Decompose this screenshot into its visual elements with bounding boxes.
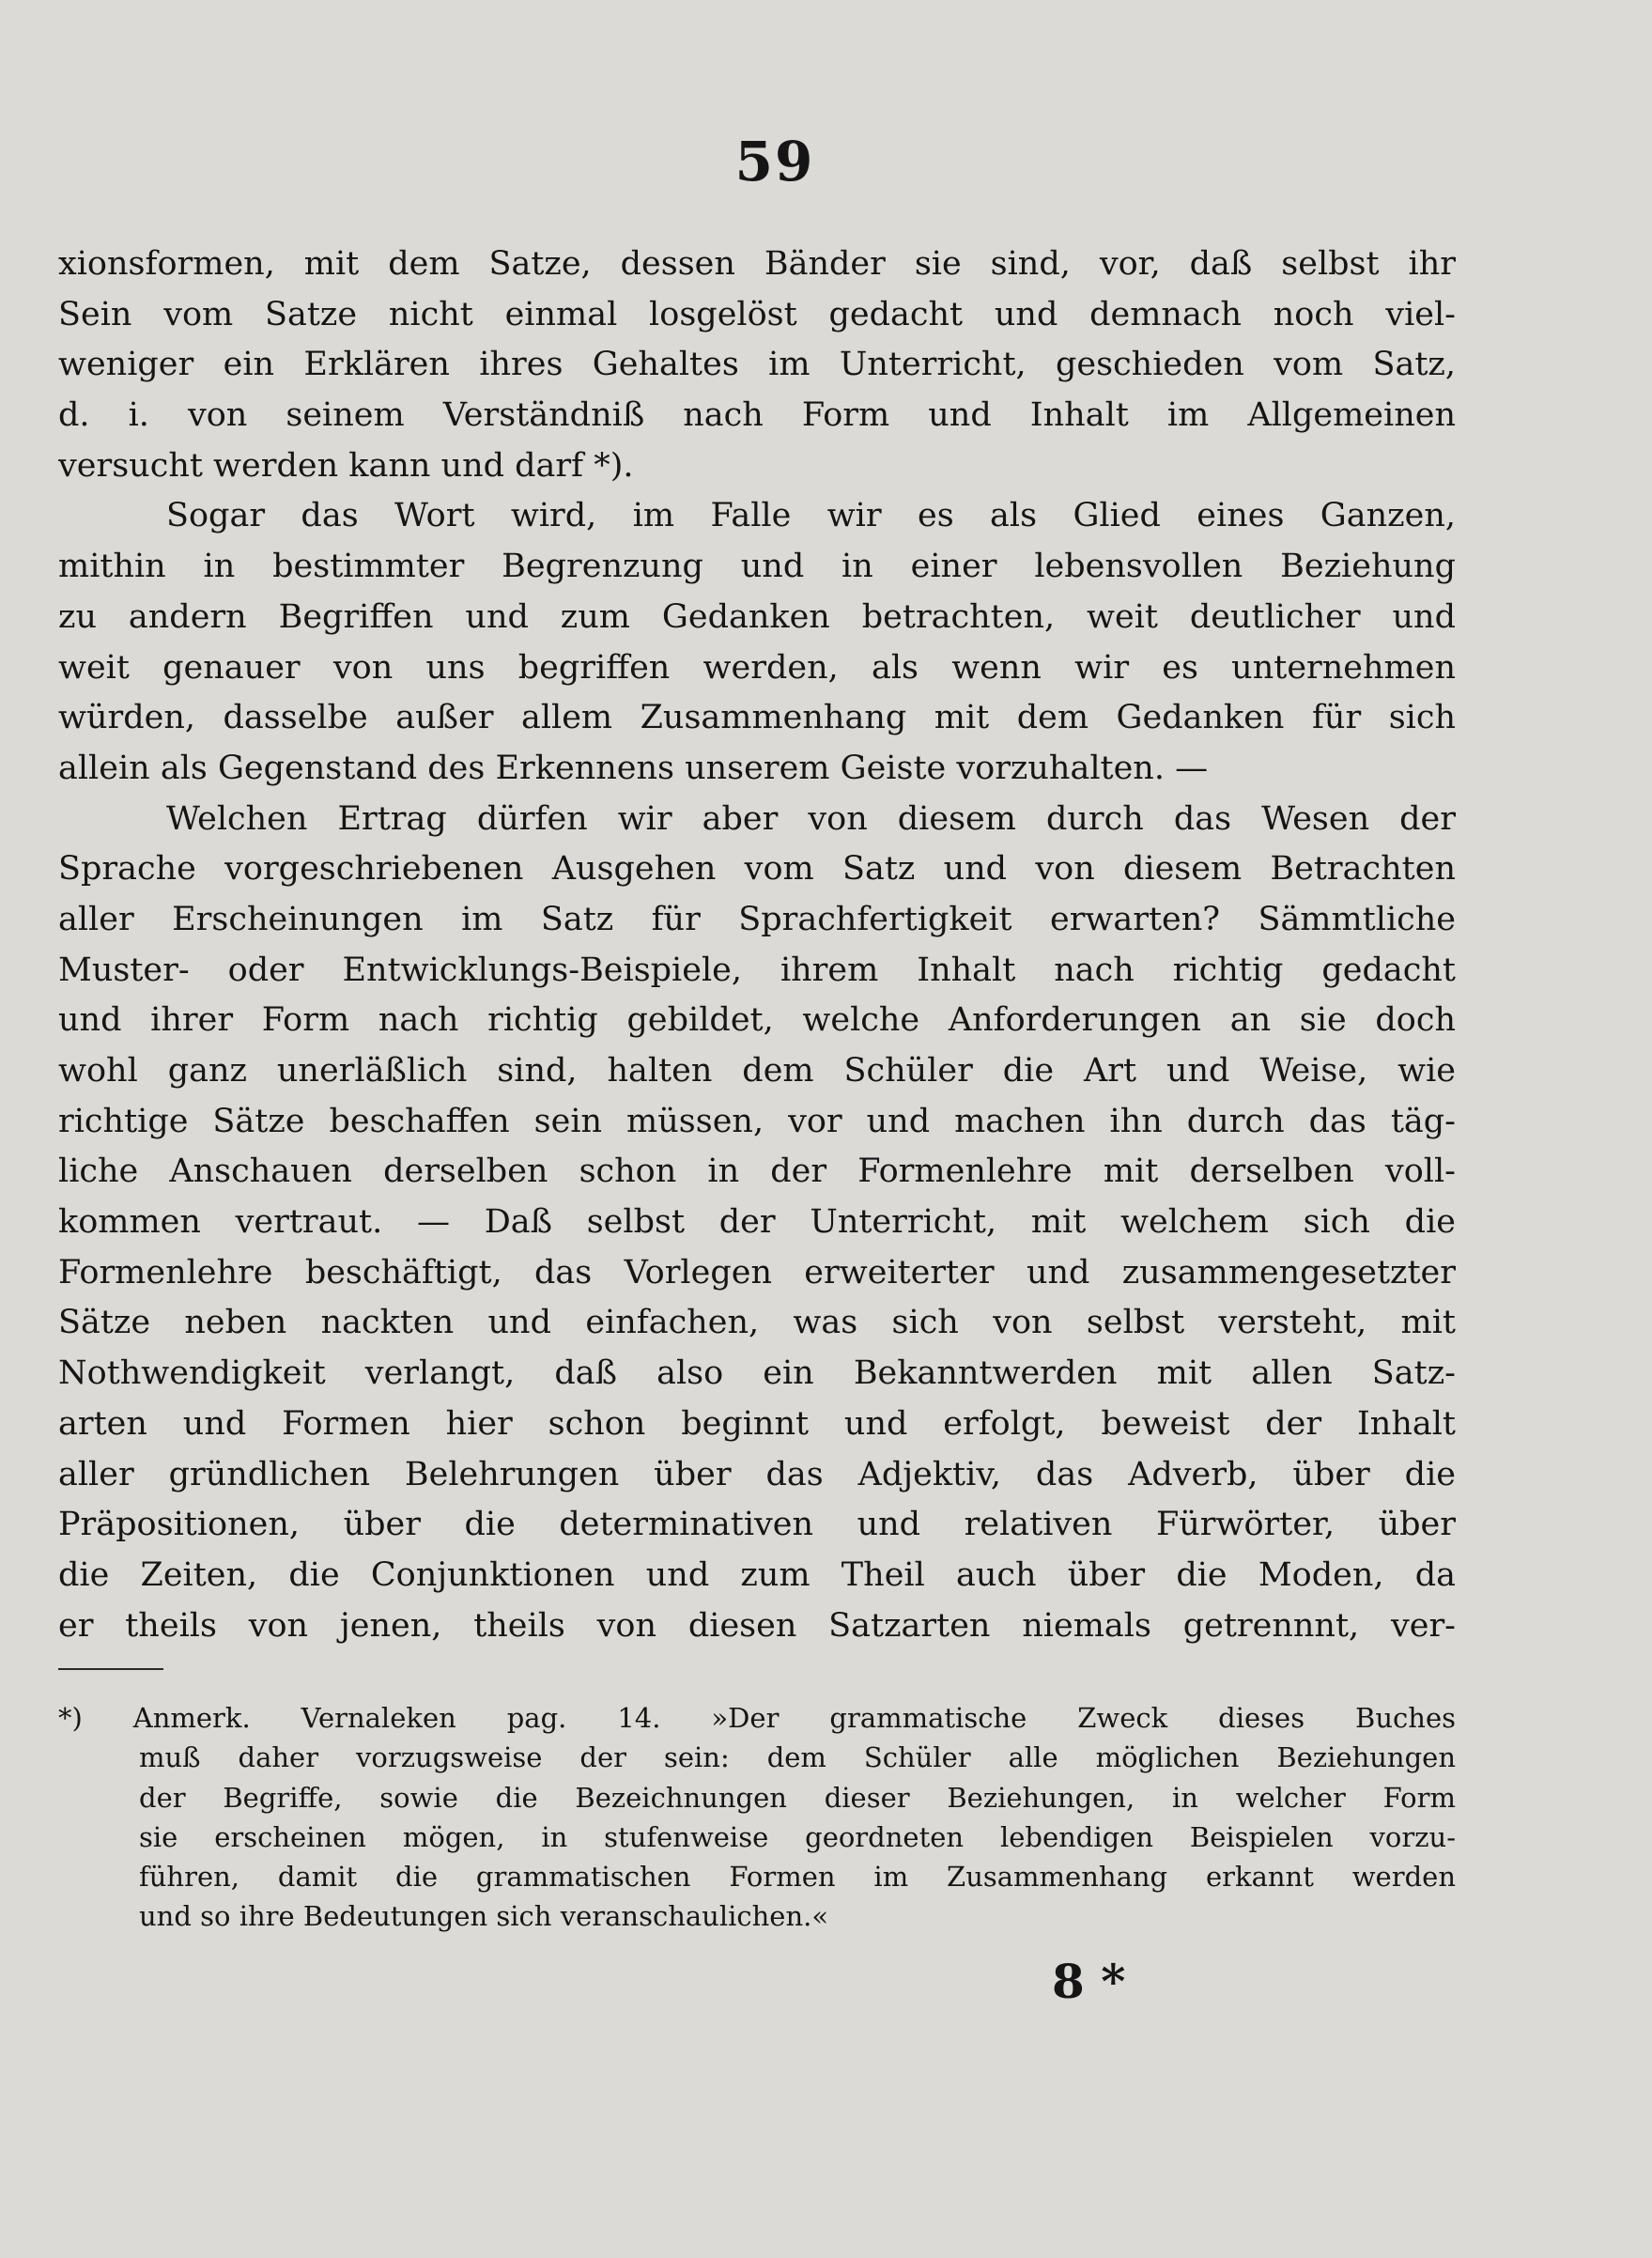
footnote-line: *) Anmerk. Vernaleken pag. 14. »Der grammatische Zweck dieses Buches — [58, 1702, 1456, 1734]
signature-mark: 8 * — [1052, 1954, 1126, 2009]
text-line: liche Anschauen derselben schon in der Formenlehre mit derselben voll- — [58, 1152, 1456, 1191]
text-line: Sätze neben nackten und einfachen, was sich von selbst versteht, mit — [58, 1304, 1456, 1342]
footnote-line: der Begriffe, sowie die Bezeichnungen dieser Beziehungen, in welcher Form — [139, 1781, 1456, 1814]
text-line: versucht werden kann und darf *). — [58, 446, 634, 485]
footnote-line: und so ihre Bedeutungen sich veranschaulichen.« — [139, 1900, 829, 1933]
text-line: weniger ein Erklären ihres Gehaltes im Unterricht, geschieden vom Satz, — [58, 346, 1456, 384]
footnote-divider — [58, 1668, 163, 1670]
main-text-block — [58, 240, 1456, 1651]
text-line: und ihrer Form nach richtig gebildet, welche Anforderungen an sie doch — [58, 1001, 1456, 1040]
footnote-line: sie erscheinen mögen, in stufenweise geordneten lebendigen Beispielen vorzu- — [139, 1820, 1456, 1853]
footnote — [58, 1698, 1456, 1937]
text-line: die Zeiten, die Conjunktionen und zum Theil auch über die Moden, da — [58, 1555, 1456, 1594]
text-line: aller Erscheinungen im Satz für Sprachfertigkeit erwarten? Sämmtliche — [58, 900, 1456, 938]
text-line: Sein vom Satze nicht einmal losgelöst gedacht und demnach noch viel- — [58, 295, 1456, 333]
text-line: wohl ganz unerläßlich sind, halten dem Schüler die Art und Weise, wie — [58, 1052, 1456, 1090]
text-line: kommen vertraut. — Daß selbst der Unterricht, mit welchem sich die — [58, 1203, 1456, 1242]
text-line: zu andern Begriffen und zum Gedanken betrachten, weit deutlicher und — [58, 597, 1456, 636]
text-line: aller gründlichen Belehrungen über das Adjektiv, das Adverb, über die — [58, 1455, 1456, 1493]
text-line: arten und Formen hier schon beginnt und erfolgt, beweist der Inhalt — [58, 1404, 1456, 1443]
text-line: Sogar das Wort wird, im Falle wir es als Glied eines Ganzen, — [166, 497, 1456, 535]
text-line: richtige Sätze beschaffen sein müssen, vor und machen ihn durch das täg- — [58, 1102, 1456, 1140]
text-line: Welchen Ertrag dürfen wir aber von diesem durch das Wesen der — [166, 799, 1456, 838]
text-line: er theils von jenen, theils von diesen Satzarten niemals getrennnt, ver- — [58, 1606, 1456, 1645]
text-line: d. i. von seinem Verständniß nach Form und Inhalt im Allgemeinen — [58, 396, 1456, 435]
page-number: 59 — [734, 130, 815, 193]
text-line: würden, dasselbe außer allem Zusammenhang mit dem Gedanken für sich — [58, 699, 1456, 737]
footnote-line: führen, damit die grammatischen Formen im Zusammenhang erkannt werden — [139, 1861, 1456, 1894]
text-line: mithin in bestimmter Begrenzung und in einer lebensvollen Beziehung — [58, 548, 1456, 586]
text-line: xionsformen, mit dem Satze, dessen Bänder sie sind, vor, daß selbst ihr — [58, 245, 1456, 283]
text-line: Präpositionen, über die determinativen und relativen Fürwörter, über — [58, 1506, 1456, 1544]
text-line: Formenlehre beschäftigt, das Vorlegen erweiterter und zusammengesetzter — [58, 1253, 1456, 1291]
text-line: Nothwendigkeit verlangt, daß also ein Bekanntwerden mit allen Satz- — [58, 1354, 1456, 1393]
text-line: Muster- oder Entwicklungs-Beispiele, ihrem Inhalt nach richtig gedacht — [58, 951, 1456, 989]
text-line: weit genauer von uns begriffen werden, als wenn wir es unternehmen — [58, 648, 1456, 687]
footnote-line: muß daher vorzugsweise der sein: dem Schüler alle möglichen Beziehungen — [139, 1741, 1456, 1774]
text-line: Sprache vorgeschriebenen Ausgehen vom Satz und von diesem Betrachten — [58, 850, 1456, 889]
text-line: allein als Gegenstand des Erkennens unserem Geiste vorzuhalten. — — [58, 749, 1209, 787]
